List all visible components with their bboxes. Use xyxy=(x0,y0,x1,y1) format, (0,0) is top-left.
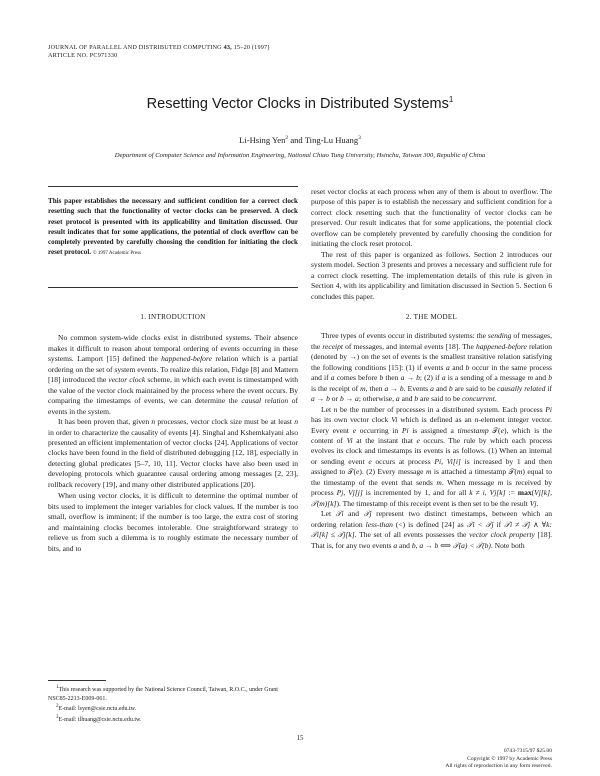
journal-header xyxy=(48,44,270,52)
author-1: Li-Hsing Yen xyxy=(239,135,286,145)
footnote-2: $^2$E-mail: lsyen@csie.nctu.edu.tw. xyxy=(56,704,137,713)
abstract xyxy=(48,196,298,260)
author-2-mark: 3 xyxy=(358,135,361,142)
section-2-heading: 2. THE MODEL xyxy=(405,312,458,321)
footnote-rule xyxy=(48,680,106,681)
journal-name: JOURNAL OF PARALLEL AND DISTRIBUTED COMPUTING xyxy=(48,44,222,51)
left-column xyxy=(48,312,298,554)
title-footnote-mark: 1 xyxy=(448,95,454,104)
affiliation: Department of Computer Science and Information Engineering, National Chiao Tung University, Hsinchu, Taiwan 300, Republic of China xyxy=(114,152,486,159)
footnote-1: $^1$This research was supported by the National Science Council, Taiwan, R.O.C., under Grant NSC85-2213-E009-061. xyxy=(48,685,278,702)
title-text: Resetting Vector Clocks in Distributed Systems xyxy=(146,95,449,112)
intro-paragraph-3: When using vector clocks, it is difficult to determine the optimal number of bits used to implement the integer variables for clock values. If the number is too small, overflow is imminent; if the number is too large, the extra cost of storing and maintaining clocks becomes intolerable. One straightforward strategy to relieve us from such a dilemma is to roughly estimate the necessary number of bits, and to xyxy=(48,491,298,553)
journal-pages: 15–20 (1997) xyxy=(233,44,270,51)
abstract-copyright: © 1997 Academic Press xyxy=(92,251,141,257)
footnote-3: $^3$E-mail: tlhuang@csie.nctu.edu.tw. xyxy=(56,714,142,723)
intro-paragraph-5: The rest of this paper is organized as follows. Section 2 introduces our system model. Section 3 presents and proves a necessary and sufficient rule for a correct clock resetting. The implementation details of this rule is given in Section 4, with its applicability and limitation discussed in Section 5. Section 6 concludes this paper. xyxy=(311,249,552,301)
right-column xyxy=(311,187,552,551)
page-number: 15 xyxy=(296,735,304,742)
abstract-text: This paper establishes the necessary and sufficient condition for a correct clock resetting such that the functionality of vector clocks can be preserved. A clock reset protocol is presented with its applicability and limitation discussed. Our result indicates that for some applications, the potential of clock overflow can be completely prevented by carefully choosing the condition for initiating the clock reset protocol. xyxy=(48,197,298,257)
paper-title xyxy=(0,95,600,112)
author-line xyxy=(0,135,600,145)
model-paragraph-3: Let 𝒯i and 𝒯j represent two distinct timestamps, between which an ordering relation less-than (<) is defined [24] as 𝒯i < 𝒯j if 𝒯i ≠ 𝒯j ∧ ∀k: 𝒯i[k] ≤ 𝒯j[k]. The set of all events possesses the vector clock property [18]. That is, for any two events a and b, a → b ⟺ 𝒯(a) < 𝒯(b). Note both xyxy=(311,509,553,550)
footnotes xyxy=(48,684,298,724)
imprint-copyright: Copyright © 1997 by Academic Press xyxy=(467,755,552,762)
intro-paragraph-2: It has been proven that, given n processes, vector clock size must be at least n in order to characterize the causality of events [4]. Singhal and Kshemkalyani also presented an efficient implementation of vector clocks [24]. Applications of vector clocks have been found in the field of distributed debugging [12, 18], especially in detecting global predicates [5–7, 10, 11]. Vector clocks have also been used in developing protocols which guarantee causal ordering among messages [2, 23], rollback recovery [19], and many other distributed applications [20]. xyxy=(48,417,298,489)
article-number: ARTICLE NO. PC971330 xyxy=(48,52,118,59)
intro-paragraph-4: reset vector clocks at each process when any of them is about to overflow. The purpose of this paper is to establish the necessary and sufficient condition for a correct clock resetting such that the functionality of vector clocks can be preserved. Our result indicates that for some applications, the potential clock overflow can be completely prevented by carefully choosing the condition for initiating the clock reset protocol. xyxy=(311,187,552,249)
author-conjunction: and xyxy=(288,135,305,145)
model-paragraph-1: Three types of events occur in distributed systems: the sending of messages, the receipt of messages, and internal events [18]. The happened-before relation (denoted by →) on the set of events is the smallest transitive relation satisfying the following conditions [15]: (1) if events a and b occur in the same process and if a comes before b then a → b; (2) if a is a sending of a message m and b is the receipt of m, then a → b. Events a and b are said to be causally related if a → b or b → a; otherwise, a and b are said to be concurrent. xyxy=(311,331,553,404)
model-paragraph-2: Let n be the number of processes in a distributed system. Each process Pi has its own vector clock Vi which is defined as an n-element integer vector. Every event e occurring in Pi is assigned a timestamp 𝒯(e), which is the content of Vi at the instant that e occurs. The rule by which each process evolves its clock and timestamps its events is as follows. (1) When an internal or sending event e occurs at process Pi, Vi[i] is increased by 1 and then assigned to 𝒯(e). (2) Every message m is attached a timestamp 𝒯(m) equal to the timestamp of the event that sends m. When message m is received by process Pj, Vj[j] is incremented by 1, and for all k ≠ i, Vj[k] := max(Vj[k], 𝒯(m)[k]). The timestamp of this receipt event is then set to be the result Vj. xyxy=(311,404,553,508)
author-2: Ting-Lu Huang xyxy=(304,135,359,145)
section-1-heading: 1. INTRODUCTION xyxy=(140,313,206,321)
intro-paragraph-1: No common system-wide clocks exist in distributed systems. Their absence makes it difficult to reason about temporal ordering of events occurring in these systems. Lamport [15] defined the happened-before relation which is a partial ordering on the set of system events. To realize this relation, Fidge [8] and Mattern [18] introduced the vector clock scheme, in which each event is timestamped with the value of the vector clock maintained by the process where the event occurs. By comparing the timestamps of events, we can determine the causal relation of events in the system. xyxy=(48,333,299,416)
imprint-rights: All rights of reproduction in any form reserved. xyxy=(445,763,552,769)
publisher-imprint xyxy=(445,748,552,771)
author-1-mark: 2 xyxy=(285,135,289,142)
abstract-bottom-rule xyxy=(48,287,298,288)
journal-volume: 43, xyxy=(223,44,232,51)
abstract-top-rule xyxy=(48,186,298,187)
imprint-issn: 0743-7315/97 $25.00 xyxy=(503,748,552,754)
